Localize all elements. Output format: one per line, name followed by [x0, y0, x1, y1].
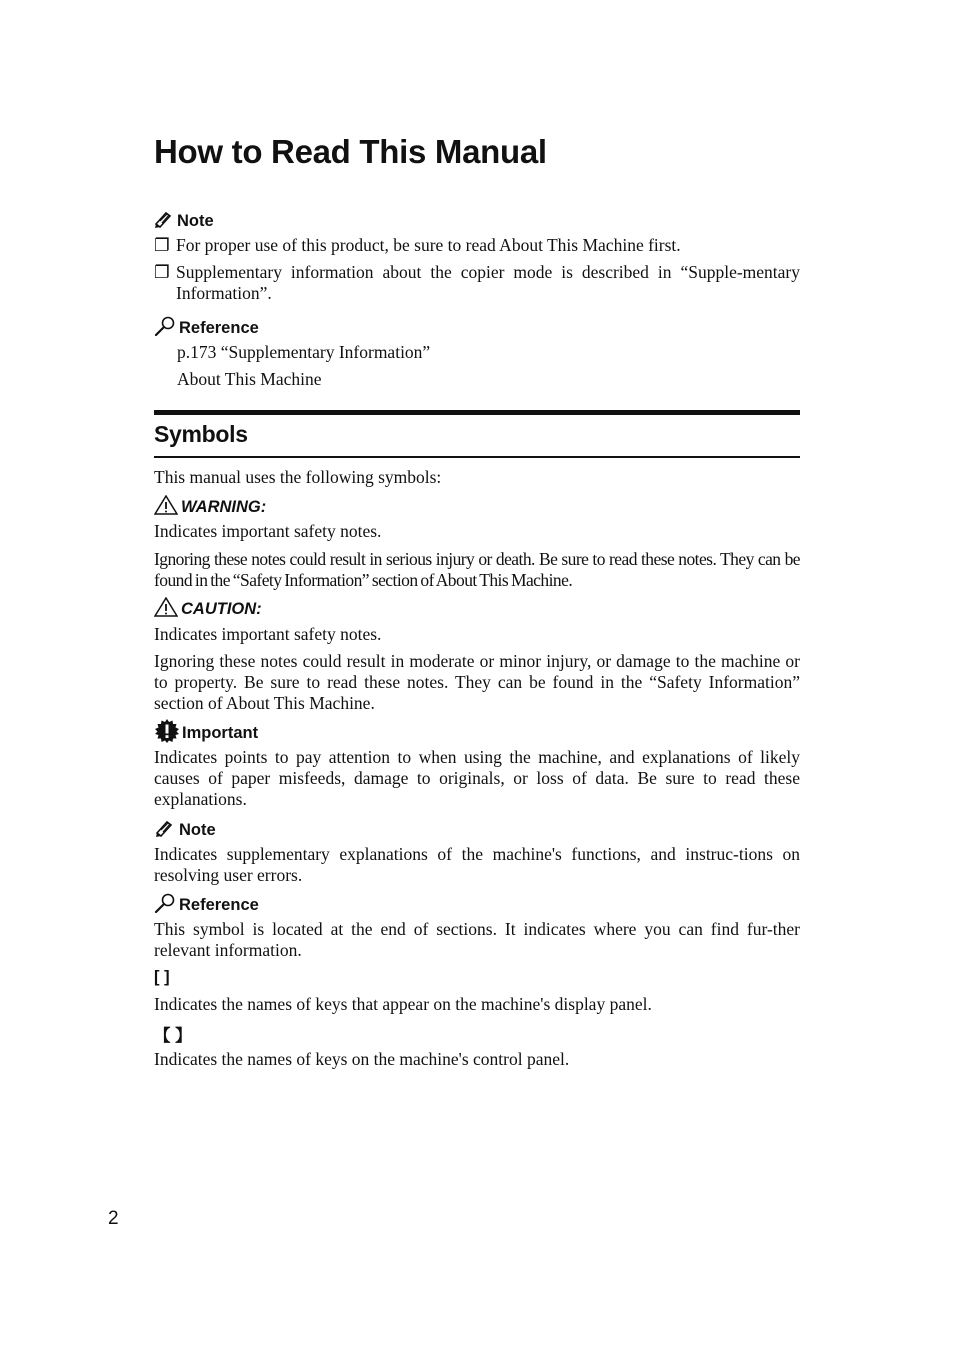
- section-rule-bottom: [154, 456, 800, 458]
- pencil-icon: [154, 819, 176, 842]
- note-symbol-heading: [154, 819, 216, 842]
- note-item-text: For proper use of this product, be sure to read About This Machine first.: [176, 235, 681, 255]
- warning-heading-label: WARNING:: [181, 498, 267, 516]
- note-item: [154, 262, 800, 304]
- caution-heading: [154, 597, 262, 622]
- reference-line[interactable]: p.173 “Supplementary Information”: [177, 342, 431, 362]
- warning-triangle-icon: [154, 495, 178, 520]
- page-number: 2: [108, 1208, 119, 1229]
- page-title: How to Read This Manual: [154, 133, 547, 170]
- magnifier-icon: [154, 316, 176, 341]
- caution-detail: Ignoring these notes could result in moderate or minor injury, or damage to the machine or to property. Be sure to read these notes. They can be found in the “Safety Information” section of About This Machine.: [154, 651, 800, 713]
- warning-heading: [154, 495, 266, 520]
- display-key-brackets-heading: [ ]: [154, 968, 170, 986]
- display-key-brackets-text: Indicates the names of keys that appear on the machine's display panel.: [154, 994, 652, 1014]
- checkbox-bullet: ❐: [154, 262, 170, 282]
- caution-heading-label: CAUTION:: [181, 600, 262, 618]
- reference-symbol-heading-label: Reference: [179, 896, 259, 914]
- note-heading-label: Note: [177, 212, 214, 230]
- reference-heading: [154, 316, 259, 341]
- note-symbol-heading-label: Note: [179, 821, 216, 839]
- section-rule-top: [154, 410, 800, 415]
- reference-heading-label: Reference: [179, 319, 259, 337]
- note-item: [154, 235, 800, 256]
- control-key-brackets-heading: 【 】: [154, 1027, 192, 1045]
- magnifier-icon: [154, 893, 176, 918]
- caution-summary: Indicates important safety notes.: [154, 624, 382, 644]
- section-heading-symbols: Symbols: [154, 421, 248, 447]
- reference-symbol-heading: [154, 893, 259, 918]
- note-item-text: Supplementary information about the copier mode is described in “Supple-mentary Information”.: [176, 262, 800, 303]
- caution-triangle-icon: [154, 597, 178, 622]
- important-text: Indicates points to pay attention to when using the machine, and explanations of likely causes of paper misfeeds, damage to originals, or loss of data. Be sure to read these explanations.: [154, 747, 800, 809]
- reference-symbol-text: This symbol is located at the end of sections. It indicates where you can find fur-ther relevant information.: [154, 919, 800, 960]
- important-heading-label: Important: [182, 724, 259, 742]
- checkbox-bullet: ❐: [154, 235, 170, 255]
- control-key-brackets-text: Indicates the names of keys on the machine's control panel.: [154, 1049, 570, 1069]
- warning-summary: Indicates important safety notes.: [154, 521, 382, 541]
- note-symbol-text: Indicates supplementary explanations of the machine's functions, and instruc-tions on resolving user errors.: [154, 844, 800, 885]
- important-heading: [154, 719, 258, 748]
- warning-detail: Ignoring these notes could result in serious injury or death. Be sure to read these notes. They can be found in the “Safety Information” section of About This Machine.: [154, 549, 800, 590]
- important-badge-icon: [154, 719, 180, 748]
- pencil-icon: [154, 210, 174, 233]
- symbols-intro: This manual uses the following symbols:: [154, 467, 442, 487]
- reference-line[interactable]: About This Machine: [177, 369, 322, 389]
- note-heading: [154, 210, 214, 233]
